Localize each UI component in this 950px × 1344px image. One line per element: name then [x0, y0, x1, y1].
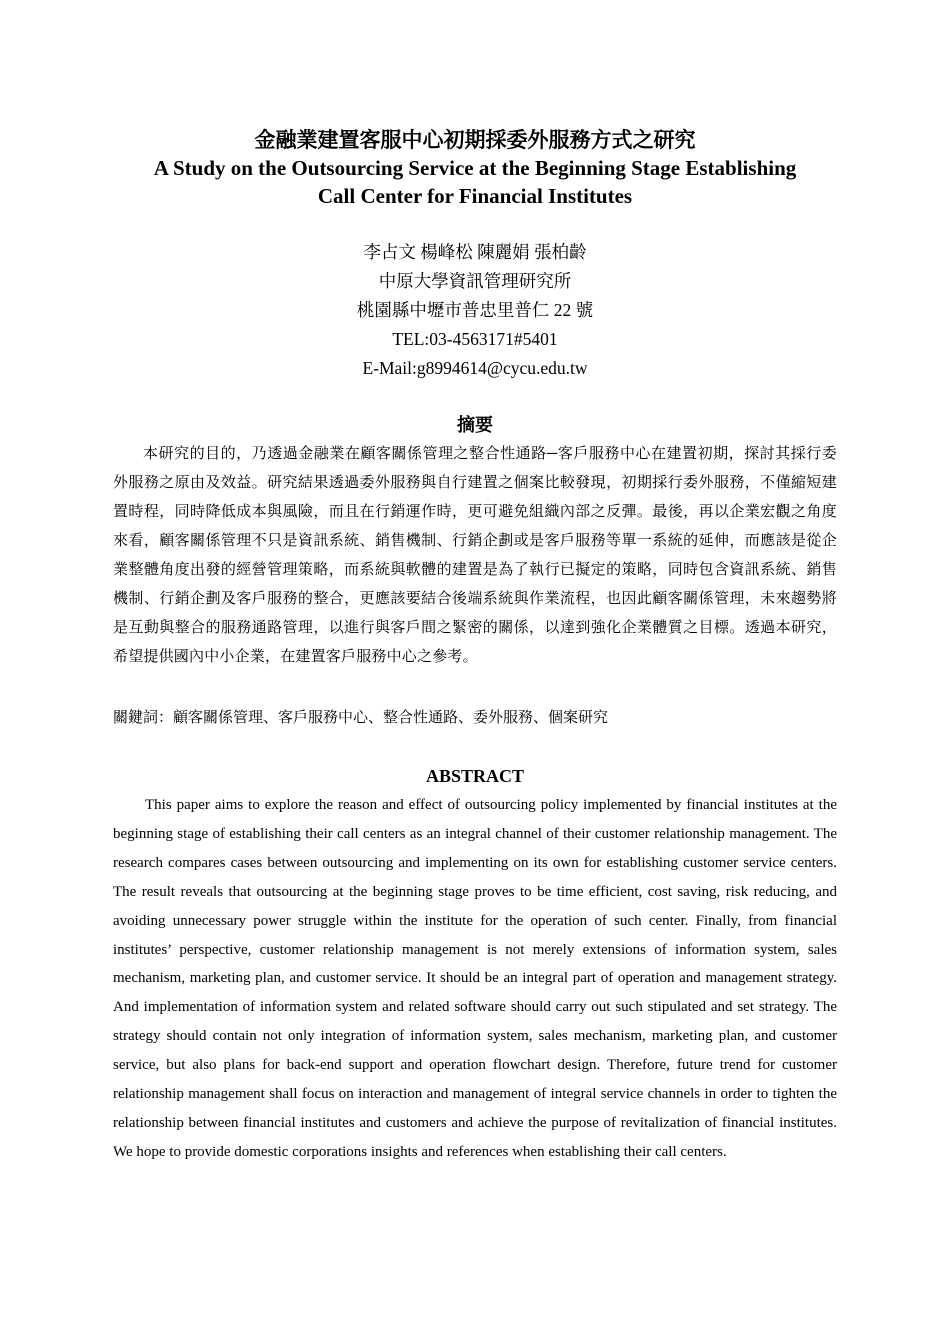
title-english-line-1: A Study on the Outsourcing Service at the Beginning Stage Establishing [153, 156, 797, 180]
author-affiliation: 中原大學資訊管理研究所 [378, 271, 572, 291]
author-telephone: TEL:03-4563171#5401 [392, 329, 558, 349]
abstract-en-body: This paper aims to explore the reason and effect of outsourcing policy implemented by financial institutes at the beginning stage of establishing their call centers as an integral channel of their customer relationship management. The research compares cases between outsourcing and implementing on its own for establishing customer service centers. The result reveals that outsourcing at the beginning stage proves to be time efficient, cost saving, risk reducing, and avoiding unnecessary power struggle within the institute for the operation of such center. Finally, from financial institutes’ perspective, customer relationship management is not merely extensions of information system, sales mechanism, marketing plan, and customer service. It should be an integral part of operation and management strategy. And implementation of information system and related software should carry out such stipulated and set strategy. The strategy should contain not only integration of information system, sales mechanism, marketing plan, and customer service, but also plans for back-end support and operation flowchart design. Therefore, future trend for customer relationship management shall focus on interaction and management of integral service channels in order to tighten the relationship between financial institutes and customers and achieve the purpose of revitalization of financial institutes. We hope to provide domestic corporations insights and references when establishing their call centers. [113, 797, 837, 1160]
title-block [113, 126, 837, 210]
paper-page [113, 126, 837, 1167]
abstract-en-heading: ABSTRACT [425, 766, 525, 786]
title-english-line-2: Call Center for Financial Institutes [317, 184, 633, 208]
author-address: 桃園縣中壢市普忠里普仁 22 號 [356, 300, 594, 320]
author-names: 李占文 楊峰松 陳麗娟 張柏齡 [363, 242, 587, 262]
abstract-zh-heading: 摘要 [457, 415, 493, 435]
author-email: E-Mail:g8994614@cycu.edu.tw [362, 358, 588, 378]
abstract-zh-body: 本研究的目的，乃透過金融業在顧客關係管理之整合性通路─客戶服務中心在建置初期，探討其採行委外服務之原由及效益。研究結果透過委外服務與自行建置之個案比較發現，初期採行委外服務，不僅縮短建置時程，同時降低成本與風險，而且在行銷運作時，更可避免組織內部之反彈。最後，再以企業宏觀之角度來看，顧客關係管理不只是資訊系統、銷售機制、行銷企劃或是客戶服務等單一系統的延伸，而應該是從企業整體角度出發的經營管理策略，而系統與軟體的建置是為了執行已擬定的策略，同時包含資訊系統、銷售機制、行銷企劃及客戶服務的整合，更應該要結合後端系統與作業流程，也因此顧客關係管理，未來趨勢將是互動與整合的服務通路管理，以進行與客戶間之緊密的關係，以達到強化企業體質之目標。透過本研究，希望提供國內中小企業，在建置客戶服務中心之參考。 [113, 446, 837, 665]
title-chinese: 金融業建置客服中心初期採委外服務方式之研究 [254, 128, 696, 152]
keywords: 關鍵詞：顧客關係管理、客戶服務中心、整合性通路、委外服務、個案研究 [113, 710, 609, 726]
author-block [113, 238, 837, 383]
